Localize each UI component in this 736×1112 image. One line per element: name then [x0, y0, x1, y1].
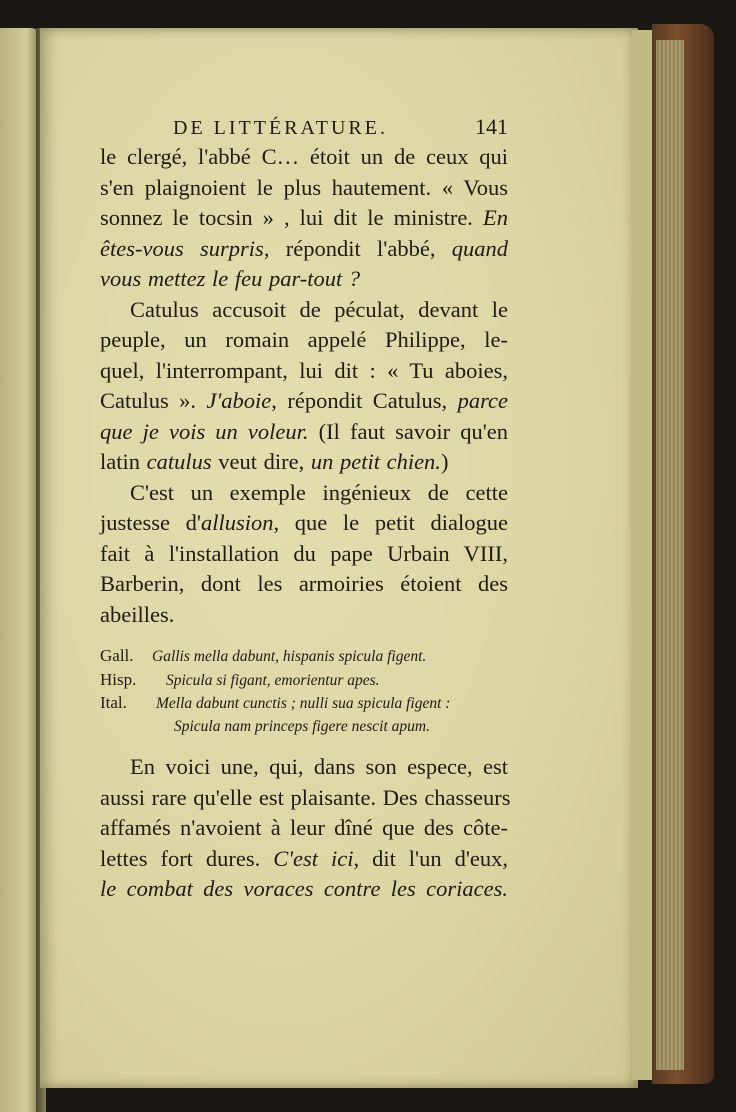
- text-line: fait à l'installation du pape Urbain VIII,: [100, 540, 508, 566]
- text-line: s'en plaignoient le plus hautement. « Vous: [100, 174, 508, 200]
- verse-line: [100, 691, 508, 715]
- text-line: [100, 508, 508, 539]
- text-line: [100, 844, 508, 875]
- text-line: Catulus accusoit de péculat, devant le: [130, 296, 508, 322]
- text-run: , dit l'un d'eux,: [353, 845, 508, 871]
- text-line: affamés n'avoient à leur dîné que des côte-: [100, 815, 508, 840]
- text-line: le clergé, l'abbé C… étoit un de ceux qui: [100, 144, 508, 169]
- verse-text: Mella dabunt cunctis ; nulli sua spicula figent :: [156, 695, 451, 712]
- text-line: [100, 203, 508, 234]
- verse-text: Spicula nam princeps figere nescit apum.: [174, 717, 430, 735]
- text-run: ): [440, 449, 449, 474]
- text-line: Barberin, dont les armoiries étoient des: [100, 571, 508, 596]
- italic-run: êtes-vous surpris: [100, 235, 264, 261]
- text-run: , que le petit dialogue: [273, 510, 508, 535]
- paragraph-4: [100, 752, 511, 905]
- verse-line: [100, 644, 508, 668]
- verse-text: Gallis mella dabunt, hispanis spicula figent.: [152, 648, 427, 665]
- page-block-edge: [656, 40, 684, 1070]
- italic-run: un petit chien.: [310, 449, 441, 474]
- italic-run: parce: [457, 388, 508, 413]
- italic-run: allusion: [200, 510, 274, 535]
- text-run: sonnez le tocsin » , lui dit le ministre.: [100, 205, 473, 230]
- text-run: lettes fort dures.: [100, 845, 261, 871]
- text-line: peuple, un romain appelé Philippe, le-: [100, 327, 508, 352]
- italic-run: catulus: [146, 449, 212, 474]
- text-line: [100, 234, 508, 265]
- text-line: quel, l'interrompant, lui dit : « Tu aboies,: [100, 357, 508, 383]
- italic-run: C'est ici: [273, 845, 354, 871]
- text-line: vous mettez le feu par-tout ?: [100, 266, 361, 291]
- paragraph-3: [100, 478, 508, 631]
- text-run: , répondit l'abbé,: [263, 235, 436, 261]
- text-line: [100, 417, 508, 448]
- italic-run: J'aboie: [206, 388, 272, 413]
- text-line: [100, 447, 508, 478]
- running-header: [173, 112, 508, 142]
- verse-line: [100, 668, 508, 692]
- page-text: [100, 112, 511, 905]
- text-line: En voici une, qui, dans son espece, est: [130, 754, 508, 779]
- text-line: le combat des voraces contre les coriaces.: [100, 876, 508, 901]
- verse-block: [100, 644, 508, 738]
- text-run: , répondit Catulus,: [271, 388, 448, 413]
- text-line: aussi rare qu'elle est plaisante. Des chasseurs: [100, 784, 511, 810]
- text-line: [100, 386, 508, 417]
- verse-text: Spicula si figant, emorientur apes.: [166, 671, 380, 689]
- italic-run: En: [483, 205, 508, 230]
- page-number: 141: [475, 114, 508, 139]
- text-run: justesse d': [100, 510, 201, 535]
- paragraph-2: [100, 295, 508, 478]
- text-line: abeilles.: [100, 601, 175, 627]
- verse-label: Gall.: [100, 646, 134, 665]
- page-fore-edge: [632, 30, 652, 1080]
- running-title: DE LITTÉRATURE.: [173, 117, 388, 139]
- left-page-edge: [0, 28, 38, 1112]
- text-run: (Il faut savoir qu'en: [308, 418, 508, 444]
- text-run: latin: [100, 449, 140, 474]
- verse-line: [100, 715, 508, 739]
- paragraph-1: [100, 142, 508, 295]
- text-run: Catulus ».: [100, 388, 197, 413]
- text-run: veut dire,: [211, 449, 305, 474]
- italic-run: que je vois un voleur.: [100, 418, 309, 444]
- italic-run: quand: [451, 235, 509, 261]
- verse-label: Hisp.: [100, 669, 137, 689]
- text-line: C'est un exemple ingénieux de cette: [130, 479, 508, 505]
- verse-label: Ital.: [100, 693, 127, 712]
